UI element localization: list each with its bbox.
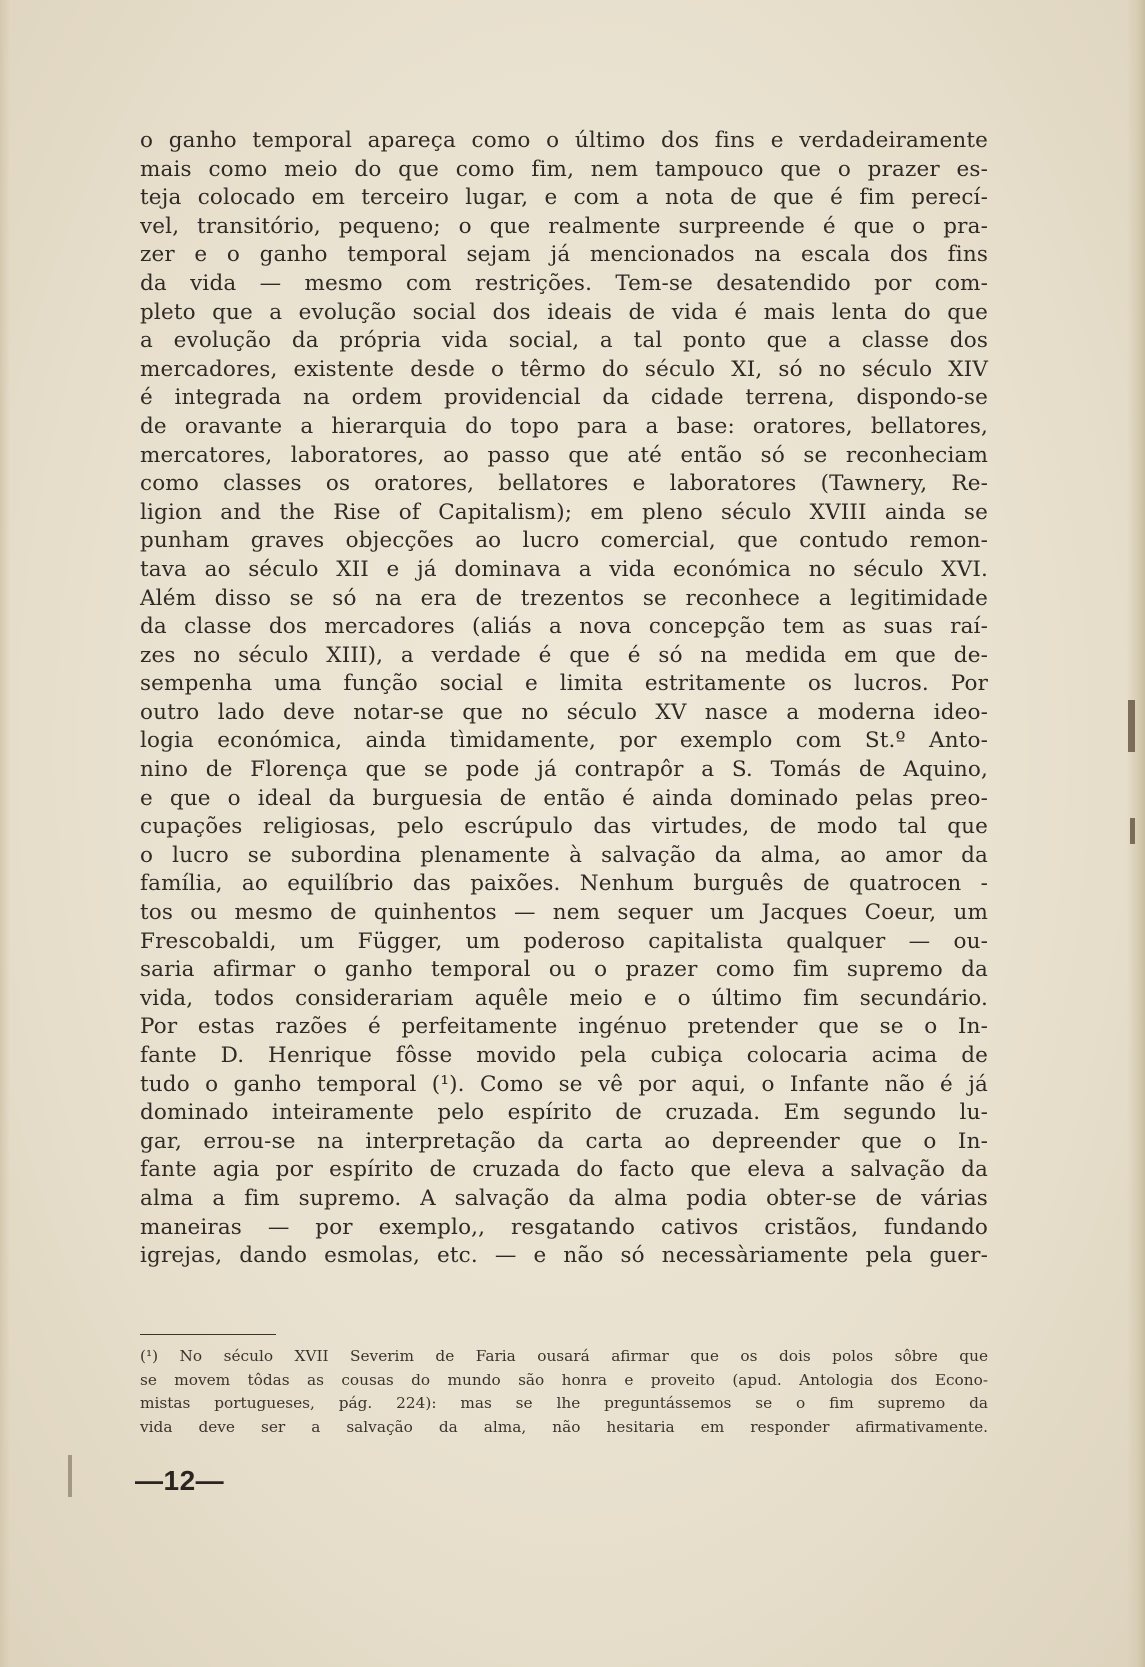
text-line: fante agia por espírito de cruzada do facto que eleva a salvação da [140, 1157, 988, 1183]
text-line: zes no século XIII), a verdade é que é só na medida em que de- [140, 642, 988, 668]
text-line: a evolução da própria vida social, a tal ponto que a classe dos [140, 328, 988, 354]
text-line: outro lado deve notar-se que no século XV nasce a moderna ideo- [140, 699, 988, 725]
text-line: tos ou mesmo de quinhentos — nem sequer um Jacques Coeur, um [140, 900, 988, 926]
text-line: Por estas razões é perfeitamente ingénuo pretender que se o In- [140, 1014, 988, 1040]
text-line: logia económica, ainda tìmidamente, por exemplo com St.º Anto- [140, 728, 988, 754]
text-line: tudo o ganho temporal (¹). Como se vê por aqui, o Infante não é já [140, 1071, 988, 1097]
text-line: mais como meio do que como fim, nem tampouco que o prazer es- [140, 156, 988, 182]
text-line: sempenha uma função social e limita estritamente os lucros. Por [140, 671, 988, 697]
text-line: pleto que a evolução social dos ideais de vida é mais lenta do que [140, 299, 988, 325]
text-line: tava ao século XII e já dominava a vida económica no século XVI. [140, 556, 988, 582]
footnote-line: se movem tôdas as cousas do mundo são honra e proveito (apud. Antologia dos Econo- [140, 1370, 988, 1389]
text-line: igrejas, dando esmolas, etc. — e não só necessàriamente pela guer- [140, 1243, 988, 1269]
text-line: o ganho temporal apareça como o último dos fins e verdadeiramente [140, 128, 988, 153]
text-line: o lucro se subordina plenamente à salvação da alma, ao amor da [140, 842, 988, 868]
text-line: Além disso se só na era de trezentos se reconhece a legitimidade [140, 585, 988, 611]
text-line: maneiras — por exemplo,, resgatando cativos cristãos, fundando [140, 1214, 988, 1240]
binding-mark-left [68, 1455, 72, 1497]
text-line: dominado inteiramente pelo espírito de cruzada. Em segundo lu- [140, 1100, 988, 1126]
main-text [140, 127, 988, 1271]
text-line: da vida — mesmo com restrições. Tem-se desatendido por com- [140, 270, 988, 296]
text-line: Frescobaldi, um Függer, um poderoso capitalista qualquer — ou- [140, 928, 988, 954]
binding-mark-top [1128, 700, 1135, 752]
text-line: da classe dos mercadores (aliás a nova concepção tem as suas raí- [140, 614, 988, 640]
text-line: cupações religiosas, pelo escrúpulo das virtudes, de modo tal que [140, 814, 988, 840]
text-line: família, ao equilíbrio das paixões. Nenhum burguês de quatrocen - [140, 871, 988, 897]
text-line: zer e o ganho temporal sejam já mencionados na escala dos fins [140, 242, 988, 268]
text-line: como classes os oratores, bellatores e laboratores (Tawnery, Re- [140, 471, 988, 497]
text-line: gar, errou-se na interpretação da carta ao depreender que o In- [140, 1128, 988, 1154]
text-line: vida, todos considerariam aquêle meio e o último fim secundário. [140, 985, 988, 1011]
text-line: e que o ideal da burguesia de então é ainda dominado pelas preo- [140, 785, 988, 811]
text-line: alma a fim supremo. A salvação da alma podia obter-se de várias [140, 1185, 988, 1211]
footnote-line: mistas portugueses, pág. 224): mas se lhe preguntássemos se o fim supremo da [140, 1394, 988, 1412]
footnote-line: vida deve ser a salvação da alma, não hesitaria em responder afirmativamente. [140, 1417, 988, 1436]
text-line: mercadores, existente desde o têrmo do século XI, só no século XIV [140, 356, 988, 382]
text-line: vel, transitório, pequeno; o que realmente surpreende é que o pra- [140, 213, 988, 239]
footnote-divider [140, 1334, 276, 1335]
binding-mark-bottom [1130, 818, 1135, 844]
text-line: é integrada na ordem providencial da cidade terrena, dispondo-se [140, 385, 988, 411]
footnote [140, 1345, 988, 1439]
page-left-edge [0, 0, 10, 1667]
text-line: nino de Florença que se pode já contrapôr a S. Tomás de Aquino, [140, 757, 988, 783]
text-line: saria afirmar o ganho temporal ou o prazer como fim supremo da [140, 957, 988, 983]
page-number: —12— [135, 1465, 225, 1496]
text-line: mercatores, laboratores, ao passo que até então só se reconheciam [140, 442, 988, 468]
footnote-line: (¹) No século XVII Severim de Faria ousará afirmar que os dois polos sôbre que [140, 1347, 988, 1365]
text-line: punham graves objecções ao lucro comercial, que contudo remon- [140, 528, 988, 554]
text-line: fante D. Henrique fôsse movido pela cubiça colocaria acima de [140, 1043, 988, 1068]
text-line: teja colocado em terceiro lugar, e com a nota de que é fim perecí- [140, 185, 988, 211]
text-line: ligion and the Rise of Capitalism); em pleno século XVIII ainda se [140, 499, 988, 525]
text-line: de oravante a hierarquia do topo para a base: oratores, bellatores, [140, 413, 988, 439]
